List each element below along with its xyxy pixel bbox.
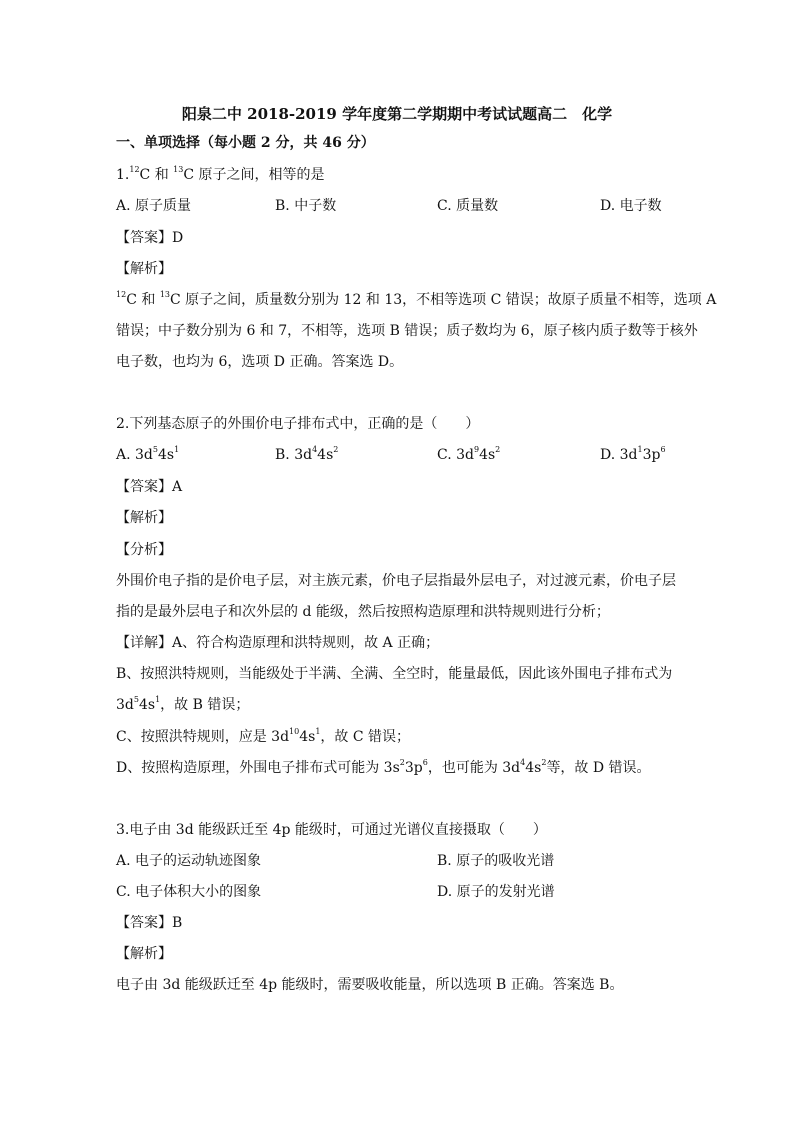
q2-fenxi-line-2: 指的是最外层电子和次外层的 d 能级，然后按照构造原理和洪特规则进行分析；: [116, 604, 610, 620]
question-3-stem: 3.电子由 3d 能级跃迁至 4p 能级时，可通过光谱仪直接摄取（ ）: [116, 822, 547, 838]
q2-detail-b-line-2: $3d^54s^1$，故 B 错误；: [116, 695, 250, 713]
q2-option-c: C. $3d^94s^2$: [437, 445, 501, 463]
q3-option-a: A. 电子的运动轨迹图象: [116, 853, 262, 869]
q1-option-b: B. 中子数: [275, 198, 337, 214]
q2-detail-a: 【详解】A、符合构造原理和洪特规则，故 A 正确；: [116, 635, 440, 651]
q3-analysis-label: 【解析】: [116, 946, 172, 962]
q3-explanation-line-1: 电子由 3d 能级跃迁至 4p 能级时，需要吸收能量，所以选项 B 正确。答案选 B。: [116, 977, 624, 993]
q2-detail-c: C、按照洪特规则，应是 $3d^{10}4s^1$，故 C 错误；: [116, 727, 411, 745]
q2-fenxi-label: 【分析】: [116, 542, 172, 558]
q1-option-d: D. 电子数: [600, 198, 662, 214]
q2-answer: 【答案】A: [116, 479, 183, 495]
q1-option-c: C. 质量数: [437, 198, 499, 214]
q2-detail-b-line-1: B、按照洪特规则，当能级处于半满、全满、全空时，能量最低，因此该外围电子排布式为: [116, 666, 673, 682]
q3-answer: 【答案】B: [116, 915, 183, 931]
q2-fenxi-line-1: 外围价电子指的是价电子层，对主族元素，价电子层指最外层电子，对过渡元素，价电子层: [116, 573, 676, 589]
section-heading: 一、单项选择（每小题 2 分，共 46 分）: [116, 135, 375, 151]
q3-option-d: D. 原子的发射光谱: [437, 884, 555, 900]
question-1-stem: 1.12C 和 $^{13}$C 原子之间，相等的是: [116, 165, 325, 183]
q3-option-c: C. 电子体积大小的图象: [116, 884, 262, 900]
q1-explanation-line-1: $^{12}$C 和 $^{13}$C 原子之间，质量数分别为 12 和 13，不相等选项 C 错误；故原子质量不相等，选项 A: [116, 290, 717, 308]
page-title: 阳泉二中 2018-2019 学年度第二学期期中考试试题高二 化学: [181, 105, 613, 123]
q2-analysis-label: 【解析】: [116, 510, 172, 526]
q2-option-d: D. $3d^13p^6$: [600, 445, 666, 463]
question-2-stem: 2.下列基态原子的外围价电子排布式中，正确的是（ ）: [116, 416, 480, 432]
q1-analysis-label: 【解析】: [116, 261, 172, 277]
q1-explanation-line-2: 错误；中子数分别为 6 和 7，不相等，选项 B 错误；质子数均为 6，原子核内质子数等于核外: [116, 323, 698, 339]
q2-option-b: B. $3d^44s^2$: [275, 445, 339, 463]
q3-option-b: B. 原子的吸收光谱: [437, 853, 555, 869]
q1-explanation-line-3: 电子数，也均为 6，选项 D 正确。答案选 D。: [116, 354, 404, 370]
q2-detail-d: D、按照构造原理，外围电子排布式可能为 $3s^23p^6$，也可能为 $3d^44s^2$等，故 D 错误。: [116, 758, 651, 776]
q1-answer: 【答案】D: [116, 230, 184, 246]
q2-option-a: A. $3d^54s^1$: [116, 445, 180, 463]
q1-option-a: A. 原子质量: [116, 198, 192, 214]
